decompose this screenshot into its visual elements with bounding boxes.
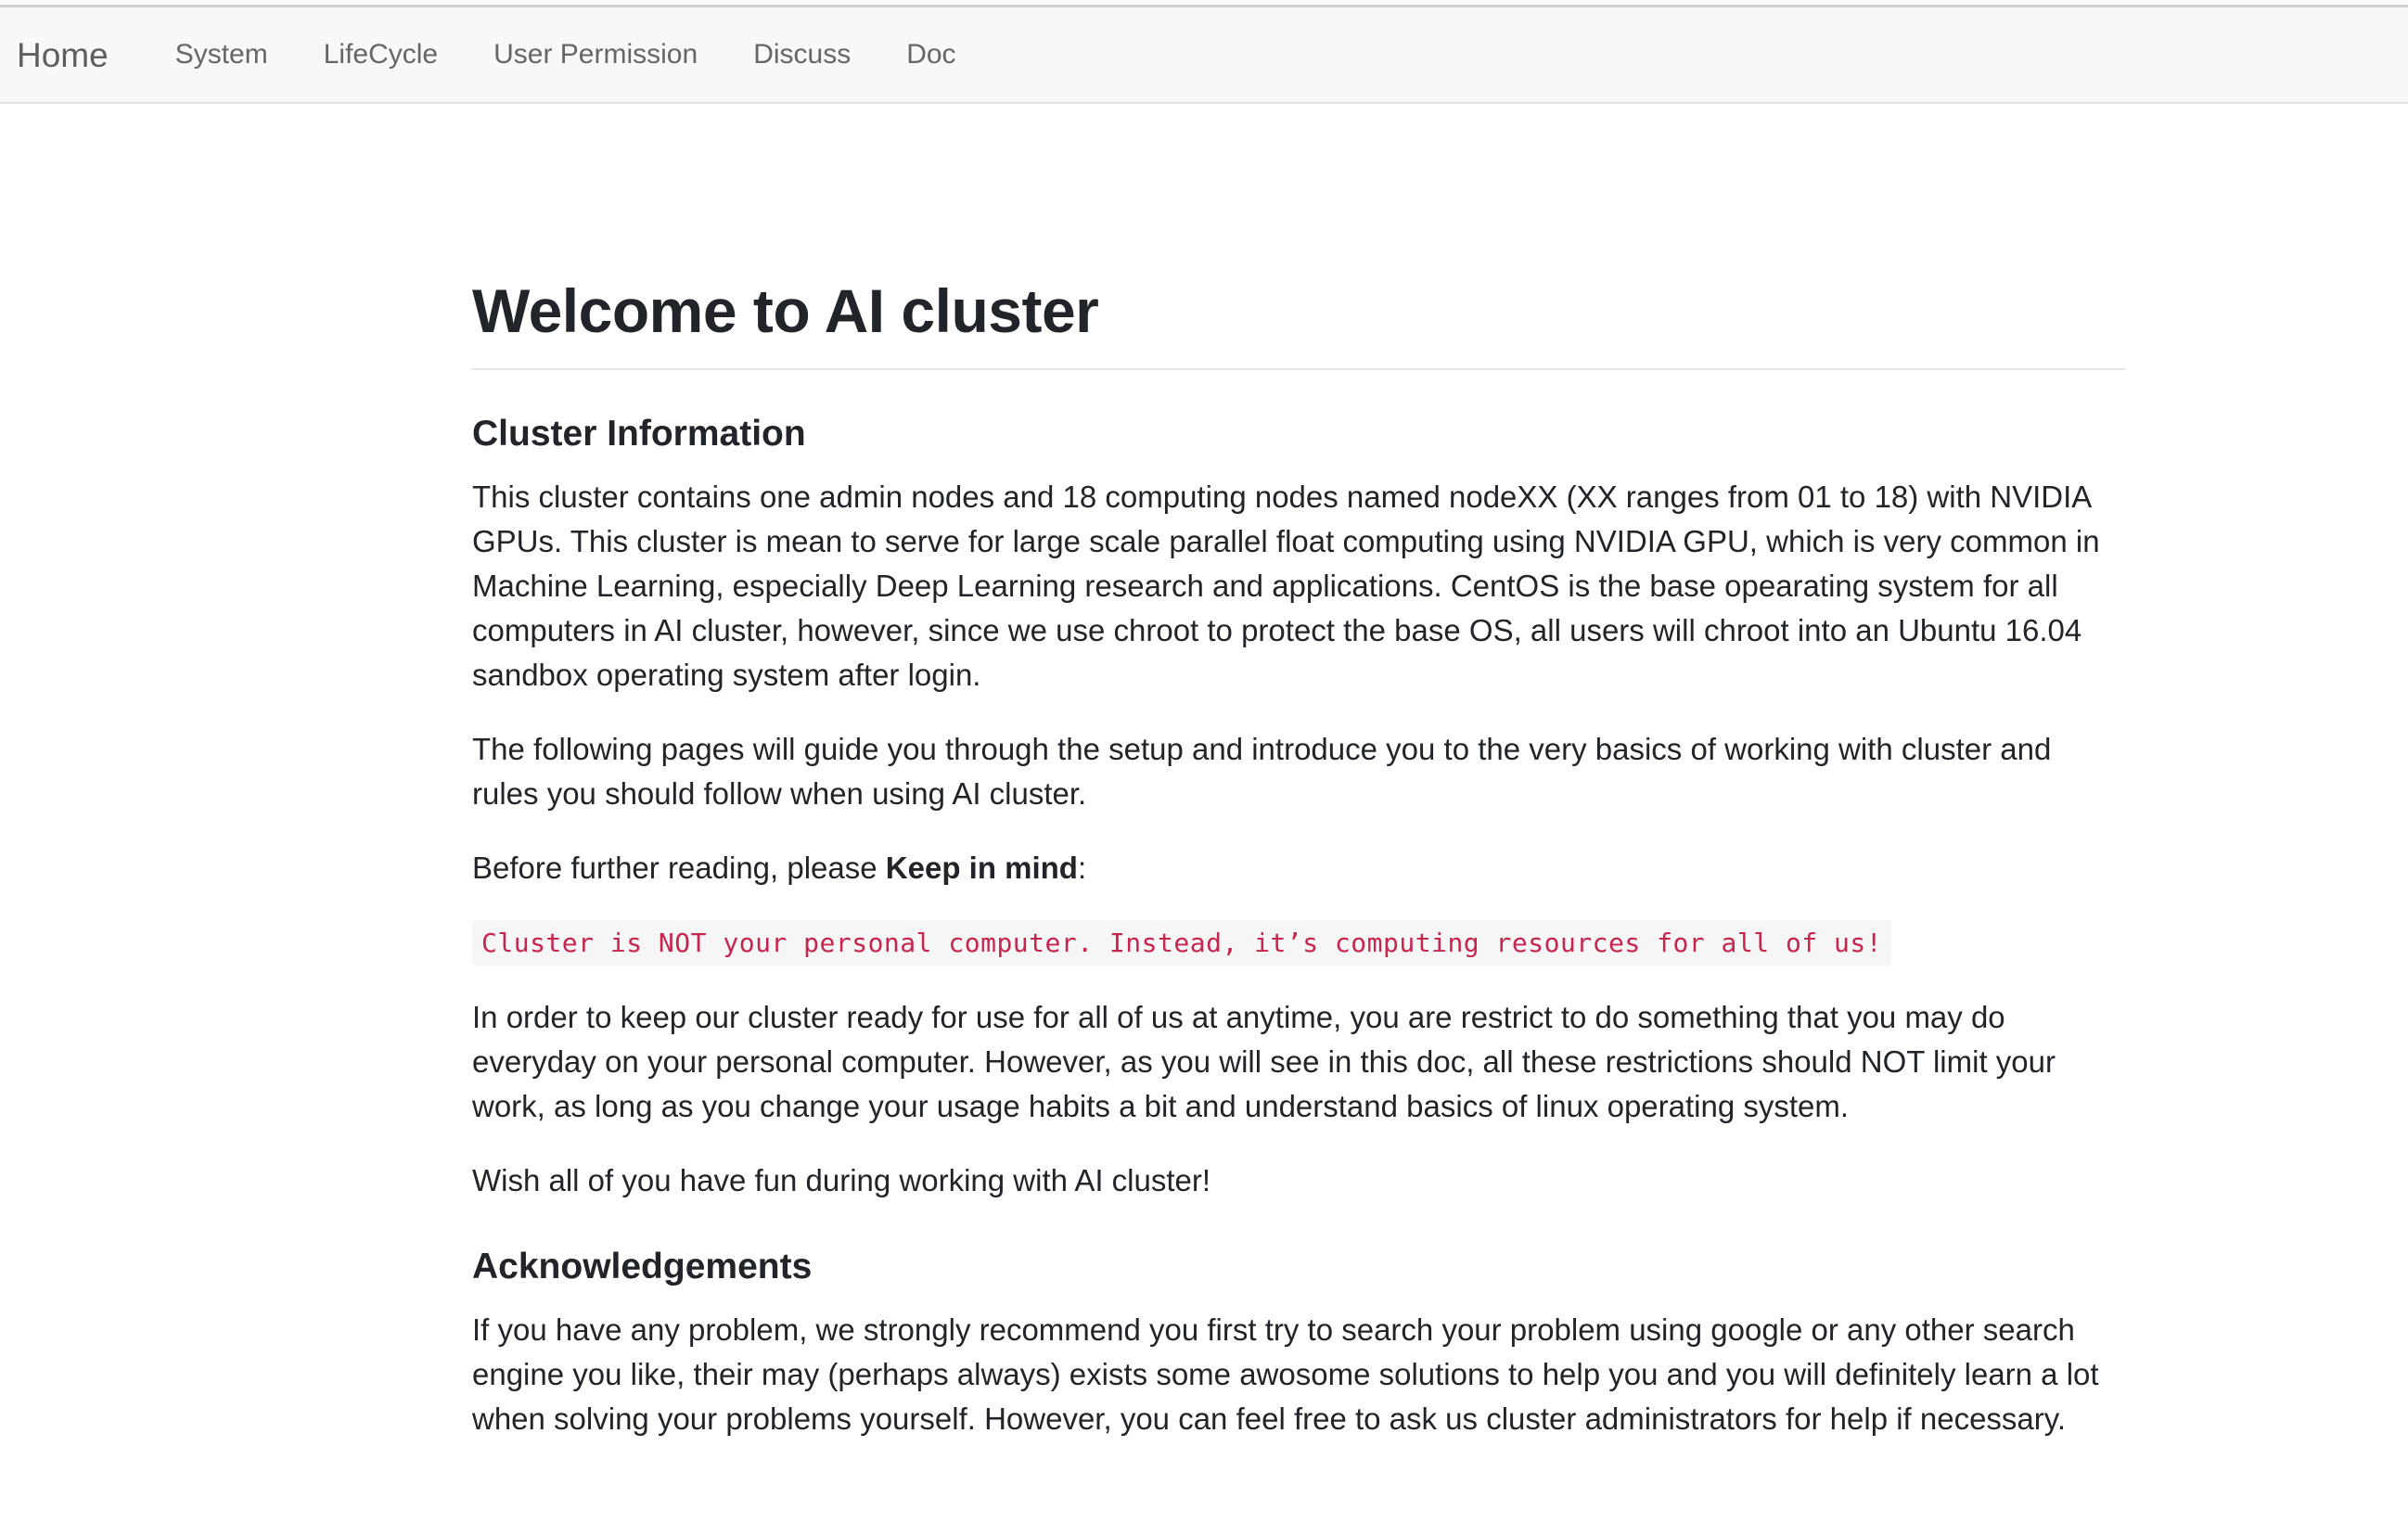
- cluster-info-paragraph-4: In order to keep our cluster ready for use for all of us at anytime, you are restrict to do something that you may do everyday on your personal computer. However, as you will see in this doc, all these restrictions should NOT limit your work, as long as you change your usage habits a bit and understand basics of linux operating system.: [472, 999, 2056, 1123]
- keep-in-mind-bold: Keep in mind: [885, 850, 1078, 885]
- top-navbar: [0, 7, 2408, 104]
- keep-in-mind-suffix: :: [1077, 850, 1087, 885]
- acknowledgements-paragraph: If you have any problem, we strongly recommend you first try to search your problem using google or any other search engine you like, their may (perhaps always) exists some awosome solutions to help you and you will definitely learn a lot when solving your problems yourself. However, you can feel free to ask us cluster administrators for help if necessary.: [472, 1312, 2099, 1436]
- nav-item-doc[interactable]: Doc: [906, 39, 956, 70]
- section-heading-acknowledgements: Acknowledgements: [472, 1246, 813, 1286]
- nav-item-lifecycle[interactable]: LifeCycle: [323, 39, 439, 70]
- warning-code-block: Cluster is NOT your personal computer. Instead, it’s computing resources for all of us!: [472, 920, 1891, 966]
- main-content: [472, 104, 2125, 1471]
- nav-brand-home[interactable]: Home: [17, 35, 109, 74]
- section-heading-cluster-information: Cluster Information: [472, 414, 806, 454]
- keep-in-mind-paragraph: [472, 846, 2125, 890]
- nav-item-user-permission[interactable]: User Permission: [493, 39, 698, 70]
- nav-item-discuss[interactable]: Discuss: [753, 39, 852, 70]
- window-top-border: [0, 0, 2408, 7]
- keep-in-mind-prefix: Before further reading, please: [472, 850, 886, 885]
- page-title: Welcome to AI cluster: [472, 275, 2125, 370]
- cluster-info-paragraph-2: The following pages will guide you through the setup and introduce you to the very basics of working with cluster and rules you should follow when using AI cluster.: [472, 731, 2052, 811]
- cluster-info-paragraph-1: This cluster contains one admin nodes and 18 computing nodes named nodeXX (XX ranges from 01 to 18) with NVIDIA GPUs. This cluster is mean to serve for large scale parallel float computing using NVIDIA GPU, which is very common in Machine Learning, especially Deep Learning research and applications. CentOS is the base opearating system for all computers in AI cluster, however, since we use chroot to protect the base OS, all users will chroot into an Ubuntu 16.04 sandbox operating system after login.: [472, 479, 2100, 692]
- nav-item-system[interactable]: System: [174, 39, 268, 70]
- cluster-info-paragraph-5: Wish all of you have fun during working with AI cluster!: [472, 1162, 1211, 1197]
